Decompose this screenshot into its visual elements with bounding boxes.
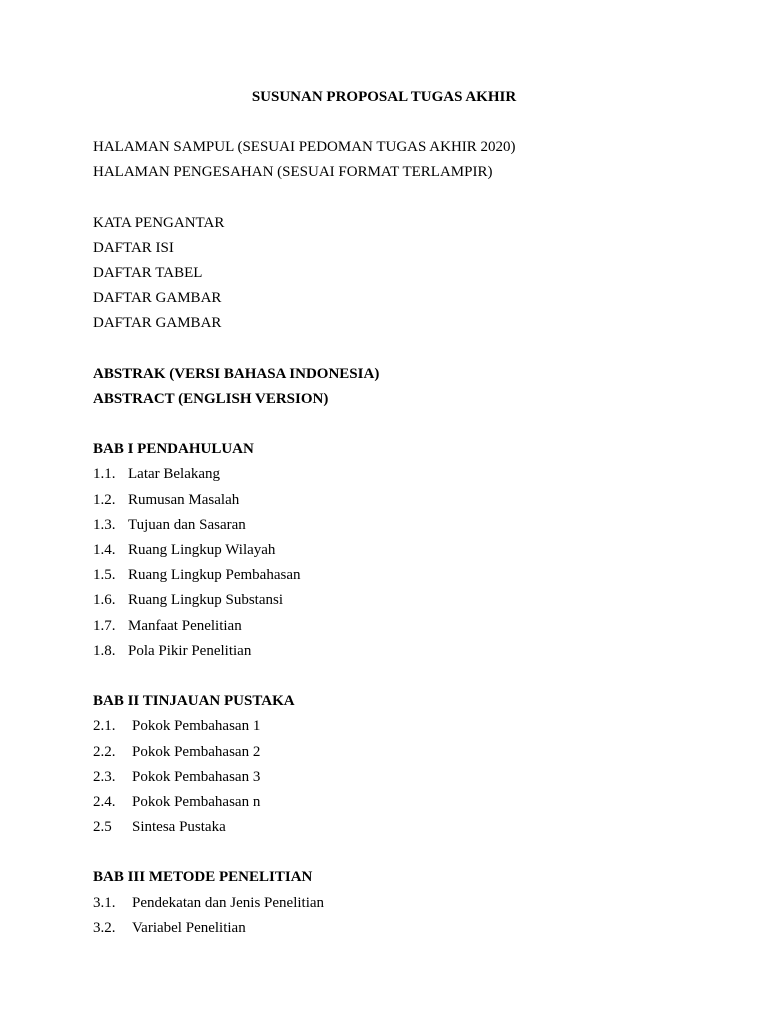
chapter-item	[93, 616, 693, 641]
chapter-item	[93, 515, 693, 540]
chapter-item	[93, 792, 693, 817]
item-text: Ruang Lingkup Substansi	[128, 592, 284, 609]
item-number: 3.1.	[93, 894, 116, 911]
spacer	[93, 414, 693, 439]
item-number: 2.2.	[93, 743, 116, 760]
item-number: 1.3.	[93, 516, 116, 533]
item-number: 1.8.	[93, 642, 116, 659]
item-number: 2.1.	[93, 718, 116, 735]
front-page-item: HALAMAN SAMPUL (SESUAI PEDOMAN TUGAS AKHIR 2020)	[93, 139, 516, 155]
front-page-item: HALAMAN PENGESAHAN (SESUAI FORMAT TERLAMPIR)	[93, 164, 493, 181]
item-number: 3.2.	[93, 919, 116, 936]
chapter-item	[93, 490, 693, 515]
chapter-item	[93, 590, 693, 615]
item-number: 1.6.	[93, 592, 116, 609]
item-number: 1.7.	[93, 617, 116, 634]
list-page-item: DAFTAR TABEL	[93, 264, 203, 281]
chapter-item	[93, 742, 693, 767]
item-text: Pola Pikir Penelitian	[128, 642, 252, 659]
item-text: Pokok Pembahasan n	[132, 793, 261, 810]
item-number: 1.4.	[93, 542, 116, 558]
chapter-item	[93, 716, 693, 741]
item-text: Ruang Lingkup Wilayah	[128, 542, 276, 558]
item-text: Pokok Pembahasan 2	[132, 743, 261, 760]
list-page-item: KATA PENGANTAR	[93, 214, 225, 231]
chapter-item	[93, 893, 693, 918]
spacer	[93, 842, 693, 867]
item-number: 2.3.	[93, 768, 116, 785]
chapter-item	[93, 464, 693, 489]
item-text: Pokok Pembahasan 1	[132, 718, 261, 735]
document-body	[93, 137, 693, 943]
chapter-heading: BAB II TINJAUAN PUSTAKA	[93, 693, 295, 710]
chapter-item	[93, 767, 693, 792]
item-number: 2.4.	[93, 793, 116, 810]
item-text: Manfaat Penelitian	[128, 617, 242, 634]
spacer	[93, 187, 693, 212]
document-title: SUSUNAN PROPOSAL TUGAS AKHIR	[251, 89, 517, 105]
abstract-heading: ABSTRACT (ENGLISH VERSION)	[93, 390, 329, 407]
spacer	[93, 666, 693, 691]
list-page-item: DAFTAR ISI	[93, 239, 174, 256]
item-text: Pokok Pembahasan 3	[132, 768, 261, 785]
item-text: Ruang Lingkup Pembahasan	[128, 567, 301, 584]
item-number: 1.2.	[93, 491, 116, 508]
chapter-item	[93, 540, 693, 565]
abstract-heading: ABSTRAK (VERSI BAHASA INDONESIA)	[93, 365, 380, 382]
chapter-item	[93, 918, 693, 943]
item-text: Variabel Penelitian	[132, 919, 246, 936]
chapter-item	[93, 565, 693, 590]
item-number: 2.5	[93, 819, 112, 836]
spacer	[93, 339, 693, 364]
chapter-heading: BAB III METODE PENELITIAN	[93, 869, 313, 886]
item-number: 1.5.	[93, 567, 116, 584]
item-text: Pendekatan dan Jenis Penelitian	[132, 894, 325, 911]
item-text: Latar Belakang	[128, 466, 221, 483]
list-page-item: DAFTAR GAMBAR	[93, 290, 222, 307]
chapter-item	[93, 817, 693, 842]
item-text: Tujuan dan Sasaran	[128, 516, 246, 533]
item-text: Sintesa Pustaka	[132, 819, 226, 836]
chapter-heading: BAB I PENDAHULUAN	[93, 441, 254, 458]
item-text: Rumusan Masalah	[128, 491, 240, 508]
chapter-item	[93, 641, 693, 666]
item-number: 1.1.	[93, 466, 116, 483]
list-page-item: DAFTAR GAMBAR	[93, 315, 222, 332]
